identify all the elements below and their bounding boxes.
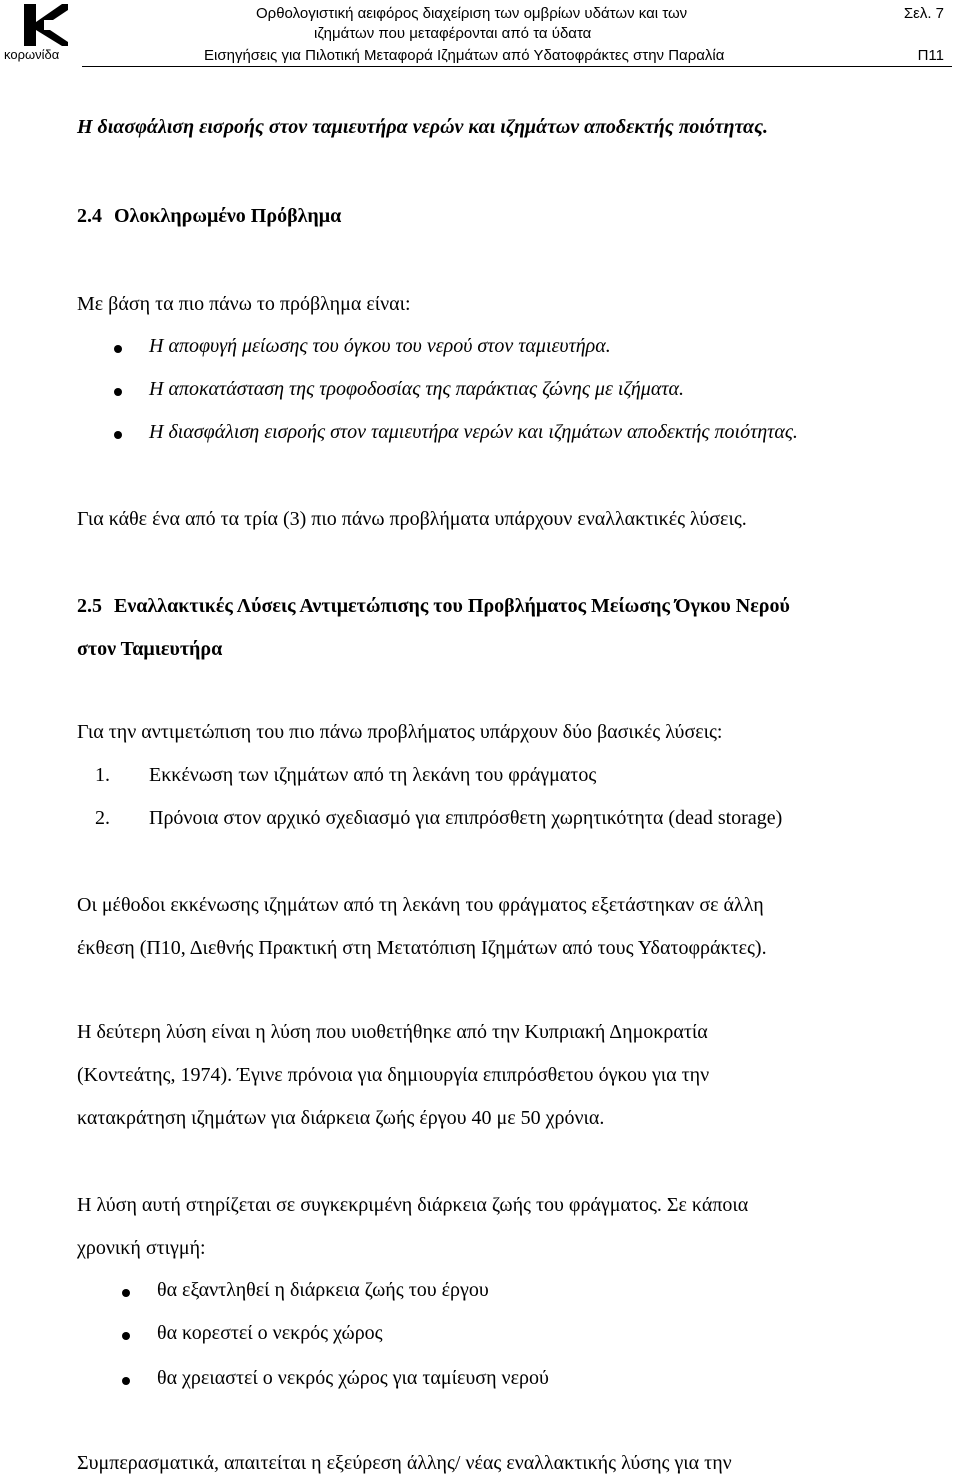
list-item: θα χρειαστεί ο νεκρός χώρος για ταμίευση νερού: [157, 1367, 549, 1389]
list-item: Η αποφυγή μείωσης του όγκου του νερού στον ταμιευτήρα.: [149, 335, 611, 357]
list-item: θα εξαντληθεί η διάρκεια ζωής του έργου: [157, 1279, 489, 1301]
paragraph-line: έκθεση (Π10, Διεθνής Πρακτική στη Μετατόπιση Ιζημάτων από τους Υδατοφράκτες).: [77, 937, 767, 959]
list-number: 1.: [95, 764, 110, 786]
section-2-4-title: Ολοκληρωμένο Πρόβλημα: [114, 205, 342, 227]
bullet-icon: [114, 431, 122, 439]
header-title-line2: ιζημάτων που μεταφέρονται από τα ύδατα: [314, 25, 592, 42]
section-2-4-lead: Με βάση τα πιο πάνω το πρόβλημα είναι:: [77, 293, 411, 315]
section-2-4-closing: Για κάθε ένα από τα τρία (3) πιο πάνω προβλήματα υπάρχουν εναλλακτικές λύσεις.: [77, 508, 747, 530]
page-header: [0, 0, 960, 68]
paragraph-line: Οι μέθοδοι εκκένωσης ιζημάτων από τη λεκάνη του φράγματος εξετάστηκαν σε άλλη: [77, 894, 764, 916]
list-item: Η αποκατάσταση της τροφοδοσίας της παράκτιας ζώνης με ιζήματα.: [149, 378, 684, 400]
bullet-icon: [122, 1377, 130, 1385]
paragraph-line: κατακράτηση ιζημάτων για διάρκεια ζωής έργου 40 με 50 χρόνια.: [77, 1107, 605, 1129]
bullet-icon: [122, 1332, 130, 1340]
section-2-5-lead: Για την αντιμετώπιση του πιο πάνω προβλήματος υπάρχουν δύο βασικές λύσεις:: [77, 721, 723, 743]
section-2-5-title-line2: στον Ταμιευτήρα: [77, 638, 223, 660]
list-item: Πρόνοια στον αρχικό σχεδιασμό για επιπρόσθετη χωρητικότητα (dead storage): [149, 807, 783, 829]
paragraph-line: Συμπερασματικά, απαιτείται η εξεύρεση άλλης/ νέας εναλλακτικής λύσης για την: [77, 1452, 732, 1474]
bullet-icon: [114, 345, 122, 353]
paragraph-line: (Κοντεάτης, 1974). Έγινε πρόνοια για δημιουργία επιπρόσθετου όγκου για την: [77, 1064, 710, 1086]
list-item: Η διασφάλιση εισροής στον ταμιευτήρα νερών και ιζημάτων αποδεκτής ποιότητας.: [149, 421, 798, 443]
bullet-icon: [114, 388, 122, 396]
page-number: Σελ. 7: [903, 5, 944, 22]
bullet-icon: [122, 1289, 130, 1297]
section-2-4-number: 2.4: [77, 205, 102, 227]
list-number: 2.: [95, 807, 110, 829]
intro-line: Η διασφάλιση εισροής στον ταμιευτήρα νερών και ιζημάτων αποδεκτής ποιότητας.: [77, 116, 769, 138]
logo-label: κορωνίδα: [4, 47, 60, 62]
document-code: Π11: [917, 47, 944, 64]
section-2-5-title-line1: Εναλλακτικές Λύσεις Αντιμετώπισης του Προβλήματος Μείωσης Όγκου Νερού: [114, 595, 790, 617]
paragraph-line: Η δεύτερη λύση είναι η λύση που υιοθετήθηκε από την Κυπριακή Δημοκρατία: [77, 1021, 708, 1043]
header-divider: [82, 66, 952, 67]
header-title-line1: Ορθολογιστική αειφόρος διαχείριση των ομβρίων υδάτων και των: [256, 5, 688, 22]
list-item: Εκκένωση των ιζημάτων από τη λεκάνη του φράγματος: [149, 764, 597, 786]
paragraph-line: Η λύση αυτή στηρίζεται σε συγκεκριμένη διάρκεια ζωής του φράγματος. Σε κάποια: [77, 1194, 749, 1216]
list-item: θα κορεστεί ο νεκρός χώρος: [157, 1322, 383, 1344]
paragraph-line: χρονική στιγμή:: [77, 1237, 206, 1259]
header-title-line3: Εισηγήσεις για Πιλοτική Μεταφορά Ιζημάτων από Υδατοφράκτες στην Παραλία: [204, 47, 725, 64]
section-2-5-number: 2.5: [77, 595, 102, 617]
